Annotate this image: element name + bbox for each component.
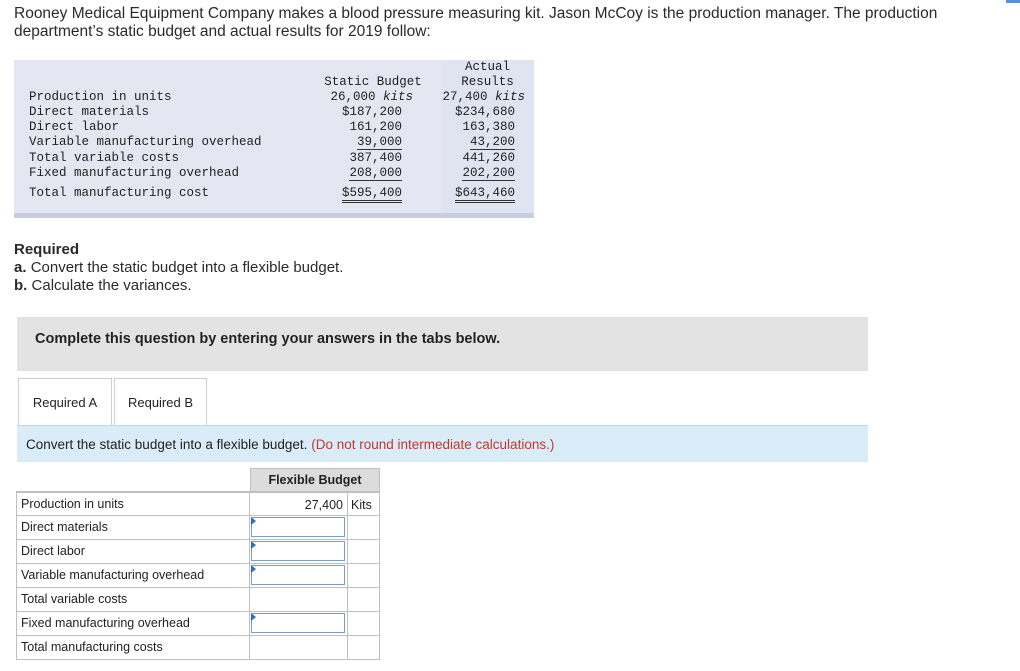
direct-labor-cell bbox=[250, 540, 348, 564]
unit-cell bbox=[348, 612, 380, 636]
static-value: 39,000 bbox=[356, 135, 402, 149]
table-row bbox=[14, 166, 534, 181]
grid-row-label: Variable manufacturing overhead bbox=[16, 564, 250, 588]
table-row bbox=[14, 135, 534, 150]
grid-row-total-manufacturing bbox=[16, 636, 380, 660]
required-section bbox=[14, 241, 343, 295]
grid-row-production bbox=[16, 492, 380, 516]
grid-row-direct-materials bbox=[16, 516, 380, 540]
unit-cell bbox=[348, 516, 380, 540]
total-variable-input[interactable] bbox=[251, 589, 345, 609]
header-actual-line1: Actual bbox=[464, 60, 510, 74]
production-value-cell bbox=[250, 492, 348, 516]
variable-overhead-cell bbox=[250, 564, 348, 588]
total-variable-cell bbox=[250, 588, 348, 612]
grid-row-label: Direct materials bbox=[16, 516, 250, 540]
actual-value: 441,260 bbox=[462, 151, 515, 165]
total-manufacturing-input[interactable] bbox=[251, 637, 345, 657]
row-label: Total manufacturing cost bbox=[29, 186, 210, 200]
table-row bbox=[14, 120, 534, 135]
static-value: 208,000 bbox=[349, 166, 402, 180]
actual-value: 43,200 bbox=[469, 135, 515, 149]
row-label: Fixed manufacturing overhead bbox=[29, 166, 240, 180]
header-actual-line2: Results bbox=[461, 75, 514, 89]
budget-data-table bbox=[14, 60, 534, 218]
grid-row-label: Production in units bbox=[16, 492, 250, 516]
actual-value: 202,200 bbox=[462, 166, 515, 180]
static-value: 387,400 bbox=[349, 151, 402, 165]
total-manufacturing-cell bbox=[250, 636, 348, 660]
static-value: 161,200 bbox=[349, 120, 402, 134]
row-label: Direct materials bbox=[29, 105, 150, 119]
direct-materials-input[interactable] bbox=[251, 517, 345, 537]
static-value: $187,200 bbox=[341, 105, 402, 119]
corner-accent bbox=[1006, 0, 1020, 3]
required-a: a. Convert the static budget into a flexible budget. bbox=[14, 259, 344, 276]
unit-cell bbox=[348, 588, 380, 612]
production-value: 27,400 bbox=[304, 498, 343, 512]
row-label: Total variable costs bbox=[29, 151, 180, 165]
prompt-note: (Do not round intermediate calculations.) bbox=[311, 437, 555, 452]
static-value: $595,400 bbox=[342, 186, 402, 203]
static-value: 26,000 kits bbox=[330, 90, 413, 104]
required-title: Required bbox=[14, 241, 80, 258]
fixed-overhead-cell bbox=[250, 612, 348, 636]
unit-cell bbox=[348, 540, 380, 564]
grid-row-label: Fixed manufacturing overhead bbox=[16, 612, 250, 636]
instruction-text: Complete this question by entering your answers in the tabs below. bbox=[35, 331, 501, 347]
instruction-banner bbox=[17, 317, 868, 371]
fixed-overhead-input[interactable] bbox=[251, 613, 345, 633]
flexible-budget-header: Flexible Budget bbox=[250, 468, 380, 492]
table-row bbox=[14, 186, 534, 201]
production-unit-cell bbox=[348, 492, 380, 516]
tab-required-a[interactable]: Required A bbox=[18, 378, 112, 426]
row-label: Variable manufacturing overhead bbox=[29, 135, 262, 149]
row-label: Production in units bbox=[29, 90, 172, 104]
direct-materials-cell bbox=[250, 516, 348, 540]
actual-value: 163,380 bbox=[462, 120, 515, 134]
grid-header-blank bbox=[16, 468, 250, 492]
grid-row-label: Total variable costs bbox=[16, 588, 250, 612]
grid-header-row bbox=[16, 468, 380, 492]
actual-value: $234,680 bbox=[454, 105, 515, 119]
actual-value: 27,400 kits bbox=[442, 90, 525, 104]
table-row bbox=[14, 90, 534, 105]
prompt-bar bbox=[17, 425, 868, 462]
table-row bbox=[14, 151, 534, 166]
variable-overhead-input[interactable] bbox=[251, 565, 345, 585]
unit-cell bbox=[348, 636, 380, 660]
grid-row-fixed-overhead bbox=[16, 612, 380, 636]
prompt-text: Convert the static budget into a flexible budget. (Do not round intermediate calculations.) bbox=[26, 437, 555, 452]
grid-row-total-variable bbox=[16, 588, 380, 612]
row-label: Direct labor bbox=[29, 120, 120, 134]
grid-row-label: Direct labor bbox=[16, 540, 250, 564]
table-bottom-border bbox=[14, 213, 534, 218]
grid-row-direct-labor bbox=[16, 540, 380, 564]
actual-value: $643,460 bbox=[455, 186, 515, 203]
grid-row-variable-overhead bbox=[16, 564, 380, 588]
direct-labor-input[interactable] bbox=[251, 541, 345, 561]
grid-row-label: Total manufacturing costs bbox=[16, 636, 250, 660]
header-static-budget: Static Budget bbox=[324, 75, 422, 89]
table-row bbox=[14, 105, 534, 120]
tab-required-b[interactable]: Required B bbox=[114, 378, 207, 426]
required-b: b. Calculate the variances. bbox=[14, 277, 192, 294]
problem-intro: Rooney Medical Equipment Company makes a blood pressure measuring kit. Jason McCoy is the production manager. The production department’s static budget and actual results for 2019 follow: bbox=[14, 5, 938, 40]
production-unit: Kits bbox=[351, 498, 372, 512]
unit-cell bbox=[348, 564, 380, 588]
